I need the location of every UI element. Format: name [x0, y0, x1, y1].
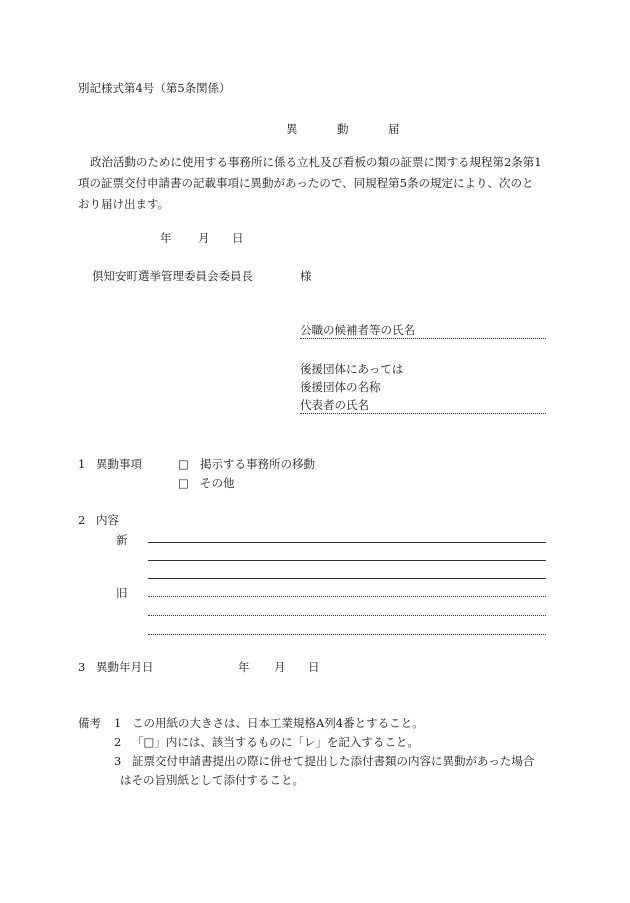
checkbox-other[interactable]: □ [178, 476, 189, 490]
new-content-label: 新 [116, 533, 128, 547]
new-content-line-2[interactable] [148, 560, 546, 561]
old-content-line-2[interactable] [148, 615, 546, 616]
old-content-line-3[interactable] [148, 634, 546, 635]
date-day-label: 日 [232, 231, 244, 245]
intro-line-2: 項の証票交付申請書の記載事項に異動があったので、同規程第5条の規定により、次のと [78, 176, 534, 190]
candidate-name-line[interactable] [300, 338, 546, 339]
note-1-text: この用紙の大きさは、日本工業規格A列4番とすること。 [132, 716, 424, 730]
notes-label: 備考 [78, 716, 101, 730]
section1-label: 異動事項 [96, 457, 142, 471]
intro-paragraph [78, 152, 542, 215]
old-content-label: 旧 [116, 586, 128, 600]
note-1-number: 1 [114, 716, 122, 730]
new-content-line-1[interactable] [148, 542, 546, 543]
addressee-name: 倶知安町選挙管理委員会委員長 [92, 269, 253, 283]
change-date-day-label: 日 [308, 660, 320, 674]
intro-line-1: 政治活動のために使用する事務所に係る立札及び看板の類の証票に関する規程第2条第1 [90, 155, 542, 169]
section2-number: 2 [78, 513, 86, 527]
intro-line-3: おり届け出ます。 [78, 197, 170, 211]
addressee-honorific: 様 [300, 269, 312, 283]
section2-label: 内容 [96, 513, 119, 527]
old-content-line-1[interactable] [148, 596, 546, 597]
section3-label: 異動年月日 [96, 660, 154, 674]
support-group-name-label: 後援団体の名称 [300, 380, 381, 394]
new-content-line-3[interactable] [148, 578, 546, 579]
option-office-move-label: 掲示する事務所の移動 [200, 457, 315, 471]
note-3-number: 3 [114, 754, 122, 768]
change-date-month-label: 月 [274, 660, 286, 674]
support-group-note: 後援団体にあっては [300, 362, 404, 376]
page-title: 異 動 届 [286, 122, 414, 136]
note-2-text: 「□」内には、該当するものに「レ」を記入すること。 [132, 735, 419, 749]
option-other-label: その他 [200, 476, 235, 490]
section1-number: 1 [78, 457, 86, 471]
candidate-name-label: 公職の候補者等の氏名 [300, 323, 415, 337]
note-2-number: 2 [114, 735, 122, 749]
section3-number: 3 [78, 660, 86, 674]
form-number: 別記様式第4号（第5条関係） [78, 81, 231, 95]
checkbox-office-move[interactable]: □ [178, 457, 189, 471]
representative-name-line[interactable] [300, 413, 546, 414]
note-3-continuation: はその旨別紙として添付すること。 [120, 773, 304, 787]
change-date-year-label: 年 [238, 660, 250, 674]
date-month-label: 月 [198, 231, 210, 245]
note-3-text: 証票交付申請書提出の際に併せて提出した添付書類の内容に異動があった場合 [132, 754, 535, 768]
date-year-label: 年 [160, 231, 172, 245]
representative-name-label: 代表者の氏名 [300, 398, 369, 412]
